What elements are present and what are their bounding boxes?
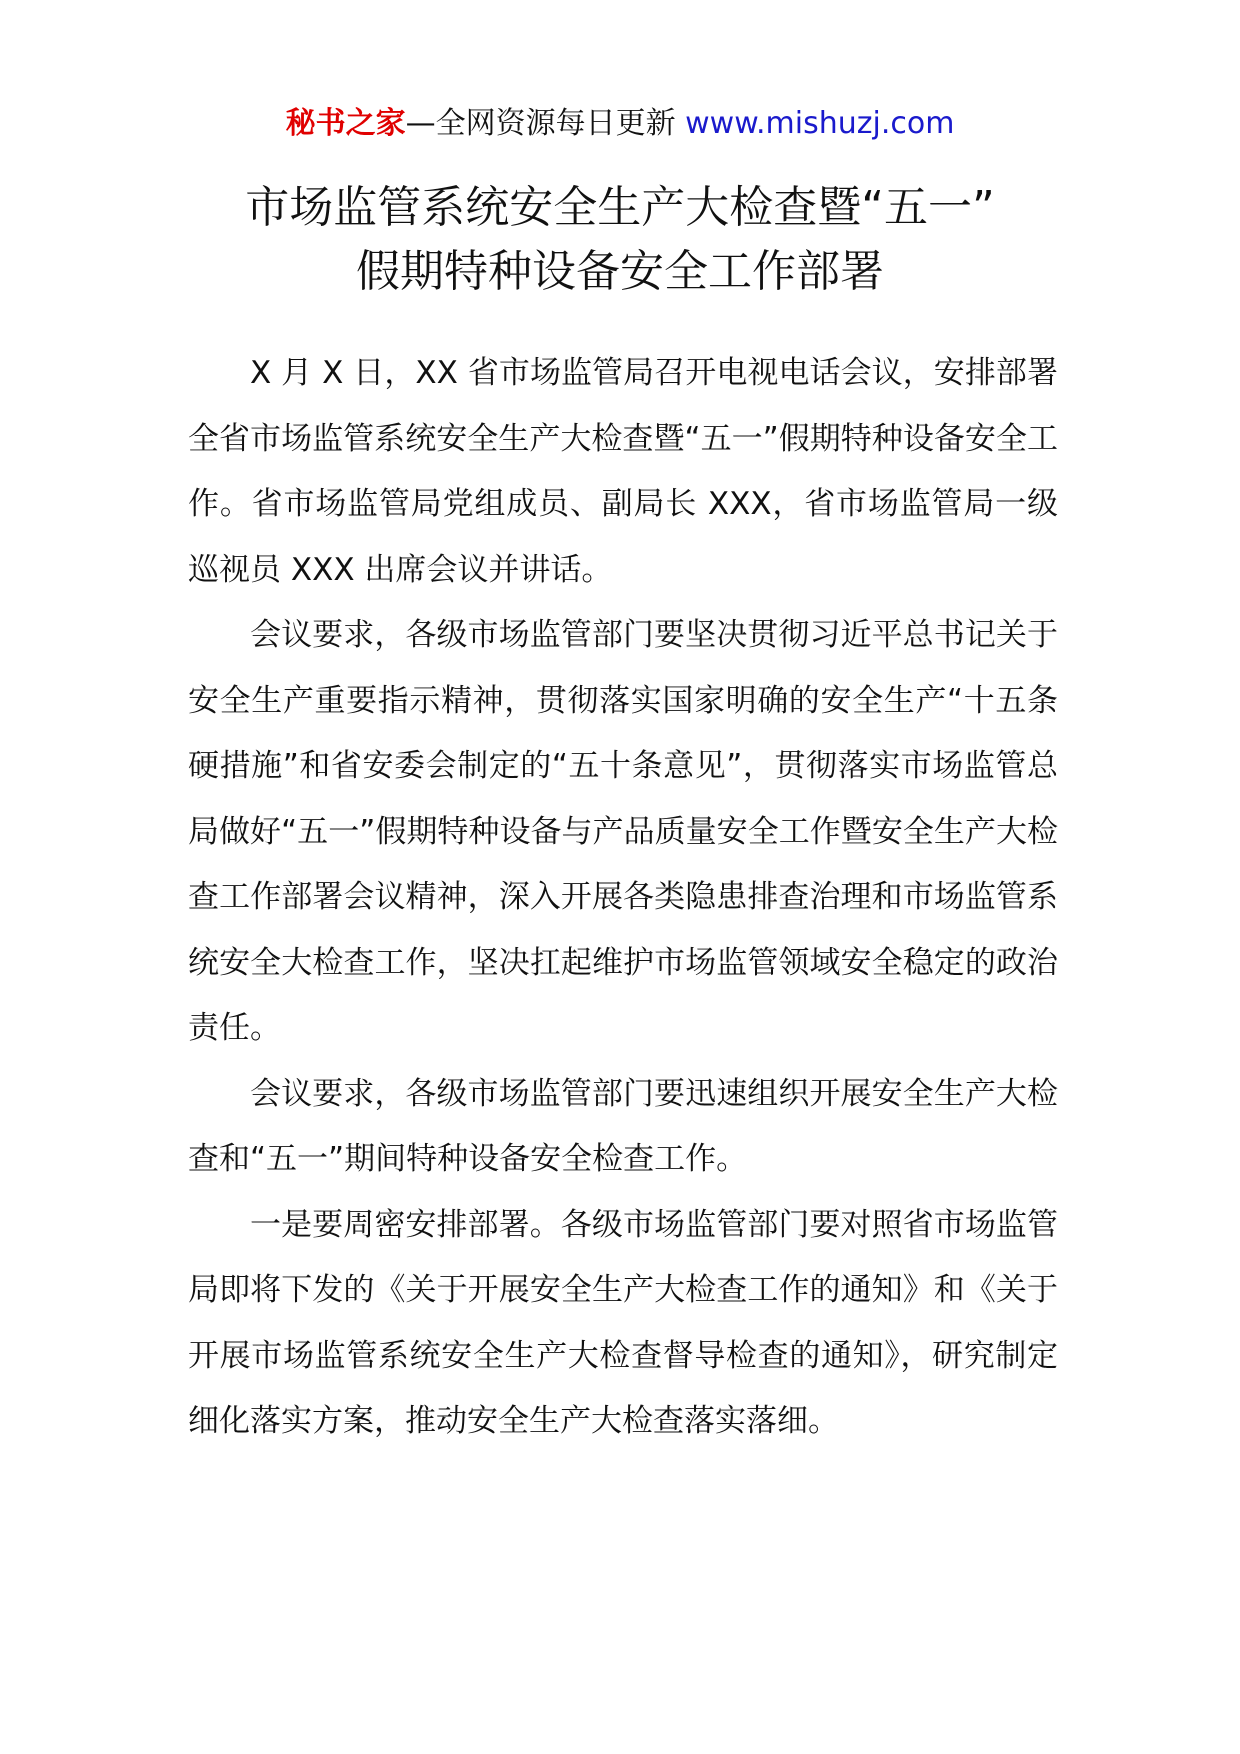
brand-name: 秘书之家 xyxy=(285,106,406,141)
paragraph-2: 会议要求，各级市场监管部门要坚决贯彻习近平总书记关于安全生产重要指示精神，贯彻落实国家明确的安全生产“十五条硬措施”和省安委会制定的“五十条意见”，贯彻落实市场监管总局做好“五一”假期特种设备与产品质量安全工作暨安全生产大检查工作部署会议精神，深入开展各类隐患排查治理和市场监管系统安全大检查工作，坚决扛起维护市场监管领域安全稳定的政治责任。 xyxy=(188,617,1058,1046)
site-header xyxy=(0,104,1240,144)
document-body xyxy=(188,341,1058,1455)
site-url-link[interactable]: www.mishuzj.com xyxy=(685,106,955,141)
header-tagline: —全网资源每日更新 xyxy=(405,106,676,141)
paragraph-1: X 月 X 日，XX 省市场监管局召开电视电话会议，安排部署全省市场监管系统安全生产大检查暨“五一”假期特种设备安全工作。省市场监管局党组成员、副局长 XXX，省市场监管局一级巡视员 XXX 出席会议并讲话。 xyxy=(188,355,1058,588)
paragraph-4: 一是要周密安排部署。各级市场监管部门要对照省市场监管局即将下发的《关于开展安全生产大检查工作的通知》和《关于开展市场监管系统安全生产大检查督导检查的通知》，研究制定细化落实方案，推动安全生产大检查落实落细。 xyxy=(188,1206,1058,1439)
title-line-2: 假期特种设备安全工作部署 xyxy=(356,246,884,297)
paragraph-3: 会议要求，各级市场监管部门要迅速组织开展安全生产大检查和“五一”期间特种设备安全检查工作。 xyxy=(188,1075,1058,1177)
document-title xyxy=(100,176,1140,304)
title-line-1: 市场监管系统安全生产大检查暨“五一” xyxy=(245,182,995,233)
